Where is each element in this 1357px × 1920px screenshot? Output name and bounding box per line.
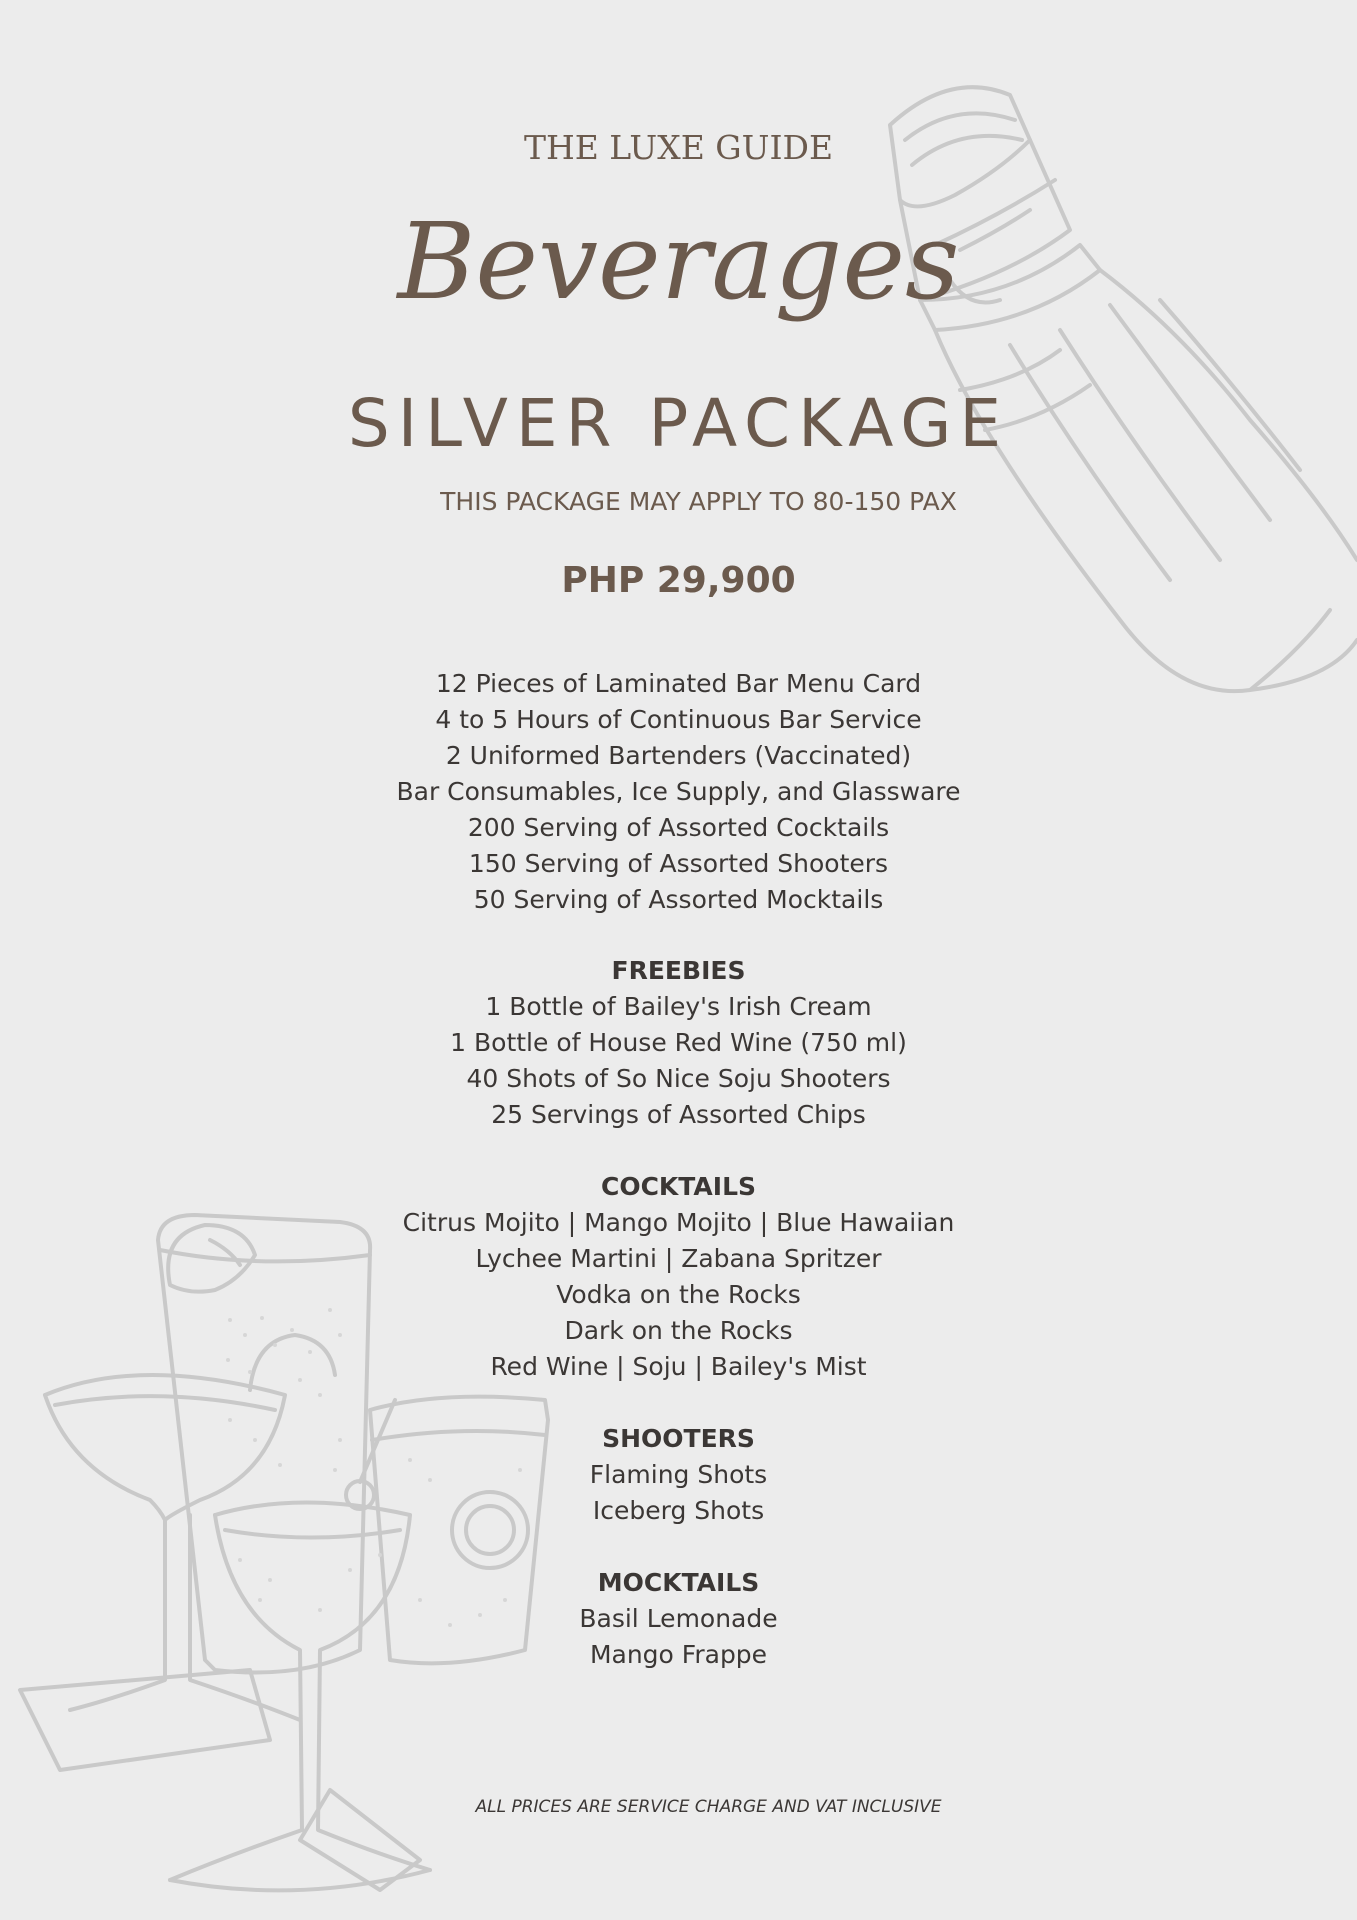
shooters-section <box>0 1421 1357 1529</box>
list-item: Lychee Martini | Zabana Spritzer <box>475 1244 882 1273</box>
list-item: 4 to 5 Hours of Continuous Bar Service <box>435 705 922 734</box>
list-item: Flaming Shots <box>589 1460 768 1489</box>
package-name: SILVER PACKAGE <box>347 385 1010 462</box>
brand-name: THE LUXE GUIDE <box>523 128 834 167</box>
list-item: Bar Consumables, Ice Supply, and Glassware <box>396 777 961 806</box>
list-item: Dark on the Rocks <box>564 1316 793 1345</box>
list-item: 200 Serving of Assorted Cocktails <box>467 813 890 842</box>
list-item: 1 Bottle of House Red Wine (750 ml) <box>450 1028 907 1057</box>
pax-note: THIS PACKAGE MAY APPLY TO 80-150 PAX <box>440 487 957 516</box>
list-item: Vodka on the Rocks <box>556 1280 801 1309</box>
section-heading: FREEBIES <box>611 956 746 985</box>
list-item: Iceberg Shots <box>592 1496 765 1525</box>
list-item: 1 Bottle of Bailey's Irish Cream <box>485 992 872 1021</box>
section-heading: MOCKTAILS <box>597 1568 760 1597</box>
list-item: 2 Uniformed Bartenders (Vaccinated) <box>445 741 912 770</box>
freebies-section <box>0 953 1357 1133</box>
list-item: 150 Serving of Assorted Shooters <box>468 849 889 878</box>
list-item: 40 Shots of So Nice Soju Shooters <box>466 1064 891 1093</box>
list-item: 12 Pieces of Laminated Bar Menu Card <box>435 669 922 698</box>
list-item: Basil Lemonade <box>579 1604 778 1633</box>
footer-note: ALL PRICES ARE SERVICE CHARGE AND VAT INCLUSIVE <box>475 1797 942 1817</box>
list-item: 25 Servings of Assorted Chips <box>491 1100 866 1129</box>
list-item: 50 Serving of Assorted Mocktails <box>473 885 884 914</box>
page-title: Beverages <box>397 200 960 323</box>
section-heading: SHOOTERS <box>602 1424 755 1453</box>
list-item: Red Wine | Soju | Bailey's Mist <box>490 1352 867 1381</box>
package-price: PHP 29,900 <box>561 560 796 601</box>
list-item: Mango Frappe <box>589 1640 768 1669</box>
inclusions-list <box>0 666 1357 918</box>
section-heading: COCKTAILS <box>600 1172 757 1201</box>
mocktails-section <box>0 1565 1357 1673</box>
list-item: Citrus Mojito | Mango Mojito | Blue Hawaiian <box>402 1208 955 1237</box>
cocktails-section <box>0 1169 1357 1385</box>
